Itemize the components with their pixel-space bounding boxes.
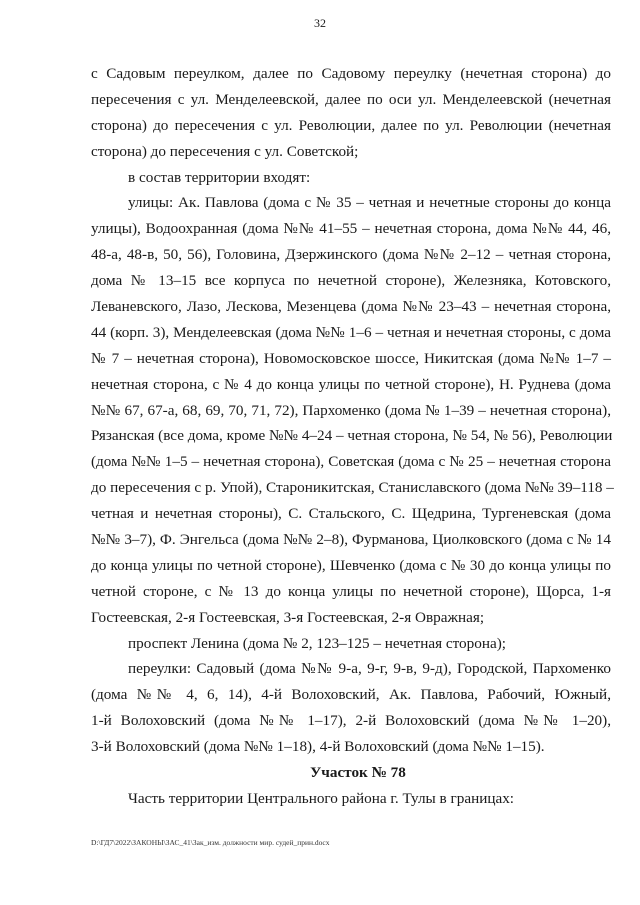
text-line: 1-й Волоховский (дома №№ 1–17), 2-й Волоховский (дома №№ 1–20), — [91, 712, 611, 730]
text-line: до конца улицы по четной стороне), Шевченко (дома с № 30 до конца улицы по — [91, 556, 611, 574]
text-line: проспект Ленина (дома № 2, 123–125 – нечетная сторона); — [128, 634, 506, 652]
text-line: №№ 3–7), Ф. Энгельса (дома №№ 2–8), Фурманова, Циолковского (дома с № 14 — [91, 531, 611, 549]
text-line: (дома №№ 1–5 – нечетная сторона), Советская (дома с № 25 – нечетная сторона — [91, 453, 611, 471]
text-line: 44 (корп. 3), Менделеевская (дома №№ 1–6 – четная и нечетная стороны, с дома — [91, 323, 611, 341]
text-line: Часть территории Центрального района г. Тулы в границах: — [128, 789, 515, 807]
page-number: 32 — [314, 16, 326, 30]
text-line: № 7 – нечетная сторона), Новомосковское шоссе, Никитская (дома №№ 1–7 – — [91, 349, 611, 367]
document-body — [91, 61, 614, 812]
text-line: сторона) до пересечения с ул. Советской; — [91, 142, 359, 160]
text-line: Леваневского, Лазо, Лескова, Мезенцева (дома №№ 23–43 – нечетная сторона, — [91, 298, 611, 316]
text-line: Гостеевская, 2-я Гостеевская, 3-я Гостеевская, 2-я Овражная; — [91, 608, 485, 626]
file-path-footer: D:\ГД7\2022\ЗАКОНЫ\ЗАС_41\Зак_изм. должности мир. судей_прин.docx — [91, 838, 330, 847]
text-line: улицы), Водоохранная (дома №№ 41–55 – нечетная сторона, дома №№ 44, 46, — [91, 220, 611, 238]
text-line: до пересечения с р. Упой), Староникитская, Станиславского (дома №№ 39–118 – — [91, 479, 614, 497]
text-line: переулки: Садовый (дома №№ 9-а, 9-г, 9-в, 9-д), Городской, Пархоменко — [128, 660, 611, 678]
section-heading: Участок № 78 — [310, 764, 406, 782]
text-line: в состав территории входят: — [128, 168, 311, 186]
text-line: четной стороне, с № 13 до конца улицы по нечетной стороне), Щорса, 1-я — [91, 582, 611, 600]
text-line: улицы: Ак. Павлова (дома с № 35 – четная и нечетные стороны до конца — [128, 194, 611, 212]
text-line: дома № 13–15 все корпуса по нечетной стороне), Железняка, Котовского, — [91, 272, 611, 290]
text-line: нечетная сторона, с № 4 до конца улицы по четной стороне), Н. Руднева (дома — [91, 375, 611, 393]
text-line: Рязанская (все дома, кроме №№ 4–24 – четная сторона, № 54, № 56), Революции — [91, 427, 613, 445]
text-line: №№ 67, 67-а, 68, 69, 70, 71, 72), Пархоменко (дома № 1–39 – нечетная сторона), — [91, 401, 611, 419]
text-line: сторона) до пересечения с ул. Революции, далее по ул. Революции (нечетная — [91, 116, 611, 134]
text-line: пересечения с ул. Менделеевской, далее по оси ул. Менделеевской (нечетная — [91, 90, 611, 108]
text-line: 3-й Волоховский (дома №№ 1–18), 4-й Волоховский (дома №№ 1–15). — [91, 738, 545, 756]
text-line: с Садовым переулком, далее по Садовому переулку (нечетная сторона) до — [91, 65, 611, 82]
text-line: (дома №№ 4, 6, 14), 4-й Волоховский, Ак. Павлова, Рабочий, Южный, — [91, 686, 611, 704]
text-line: 48-а, 48-в, 50, 56), Головина, Дзержинского (дома №№ 2–12 – четная сторона, — [91, 246, 611, 264]
text-line: четная и нечетная стороны), С. Стальского, С. Щедрина, Тургеневская (дома — [91, 505, 611, 523]
